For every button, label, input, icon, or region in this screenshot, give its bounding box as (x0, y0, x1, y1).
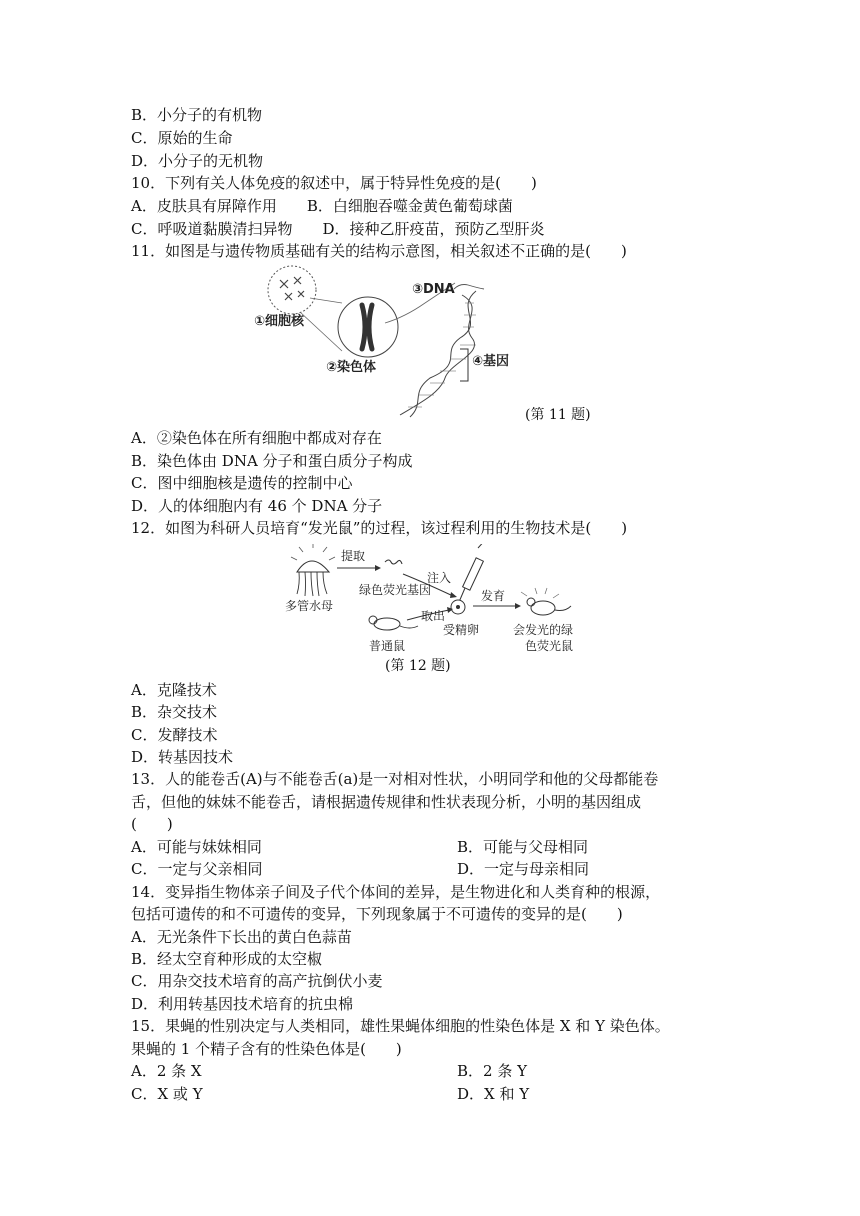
dna-structure-figure (250, 263, 580, 421)
q13-stem-line2: 舌，但他的妹妹不能卷舌，请根据遗传规律和性状表现分析，小明的基因组成 (131, 793, 642, 811)
label-extract: 提取 (341, 549, 366, 563)
q15-stem-line2: 果蝇的 1 个精子含有的性染色体是( ) (131, 1040, 402, 1058)
q15-option-c: C．X 或 Y (131, 1085, 203, 1103)
label-gfp-gene: 绿色荧光基因 (359, 583, 432, 597)
option-b-prev: B．小分子的有机物 (131, 106, 263, 124)
q14-option-a: A．无光条件下长出的黄白色蒜苗 (131, 928, 352, 946)
gene-icon (385, 560, 402, 564)
label-gene: ④基因 (472, 354, 510, 369)
q15-option-d: D．X 和 Y (457, 1085, 530, 1103)
q13-option-b: B．可能与父母相同 (457, 838, 589, 856)
q14-option-d: D．利用转基因技术培育的抗虫棉 (131, 995, 354, 1013)
q13-option-d: D．一定与母亲相同 (457, 860, 590, 878)
q10-options-cd: C．呼吸道黏膜清扫异物 D．接种乙肝疫苗，预防乙型肝炎 (131, 220, 545, 238)
q13-option-a: A．可能与妹妹相同 (131, 838, 262, 856)
q12-stem: 12．如图为科研人员培育“发光鼠”的过程，该过程利用的生物技术是( ) (131, 519, 628, 537)
ordinary-mouse-icon (369, 616, 418, 630)
label-glowing-mouse-1: 会发光的绿 (513, 623, 574, 637)
q10-options-ab: A．皮肤具有屏障作用 B．白细胞吞噬金黄色葡萄球菌 (131, 197, 513, 215)
q13-stem-line3: ( ) (131, 815, 173, 833)
q13-option-c: C．一定与父亲相同 (131, 860, 263, 878)
q11-option-b: B．染色体由 DNA 分子和蛋白质分子构成 (131, 452, 413, 470)
label-chromosome: ②染色体 (326, 360, 377, 375)
q14-option-c: C．用杂交技术培育的高产抗倒伏小麦 (131, 972, 383, 990)
q15-option-a: A．2 条 X (131, 1062, 202, 1080)
q12-option-b: B．杂交技术 (131, 703, 218, 721)
q11-option-a: A．②染色体在所有细胞中都成对存在 (131, 429, 382, 447)
label-develop: 发育 (481, 589, 506, 603)
label-jellyfish: 多管水母 (285, 599, 334, 613)
fig11-caption: (第 11 题) (525, 407, 591, 423)
q12-option-a: A．克隆技术 (131, 681, 217, 699)
fig12-caption: (第 12 题) (385, 658, 451, 674)
option-d-prev: D．小分子的无机物 (131, 152, 264, 170)
label-ordinary-mouse: 普通鼠 (369, 639, 406, 653)
q10-stem: 10．下列有关人体免疫的叙述中，属于特异性免疫的是( ) (131, 174, 537, 192)
glowing-mouse-figure (275, 544, 595, 656)
q12-option-d: D．转基因技术 (131, 748, 234, 766)
nucleus-circle (268, 266, 316, 314)
label-take-out: 取出 (421, 609, 446, 623)
label-glowing-mouse-2: 色荧光鼠 (525, 639, 574, 653)
label-nucleus: ①细胞核 (254, 314, 305, 329)
label-inject: 注入 (427, 571, 452, 585)
q11-option-c: C．图中细胞核是遗传的控制中心 (131, 474, 353, 492)
q15-option-b: B．2 条 Y (457, 1062, 528, 1080)
q15-stem-line1: 15．果蝇的性别决定与人类相同，雄性果蝇体细胞的性染色体是 X 和 Y 染色体。 (131, 1017, 670, 1035)
label-dna: ③DNA (412, 282, 455, 297)
q14-option-b: B．经太空育种形成的太空椒 (131, 950, 323, 968)
q14-stem-line2: 包括可遗传的和不可遗传的变异，下列现象属于不可遗传的变异的是( ) (131, 905, 623, 923)
q14-stem-line1: 14．变异指生物体亲子间及子代个体间的差异，是生物进化和人类育种的根源， (131, 883, 661, 901)
glowing-mouse-icon (521, 588, 571, 615)
q11-stem: 11．如图是与遗传物质基础有关的结构示意图，相关叙述不正确的是( ) (131, 242, 627, 260)
option-c-prev: C．原始的生命 (131, 129, 233, 147)
jellyfish-icon (297, 561, 329, 572)
q11-option-d: D．人的体细胞内有 46 个 DNA 分子 (131, 497, 383, 515)
label-fertilized-egg: 受精卵 (443, 623, 480, 637)
q12-option-c: C．发酵技术 (131, 726, 218, 744)
q13-stem-line1: 13．人的能卷舌(A)与不能卷舌(a)是一对相对性状，小明同学和他的父母都能卷 (131, 770, 659, 788)
